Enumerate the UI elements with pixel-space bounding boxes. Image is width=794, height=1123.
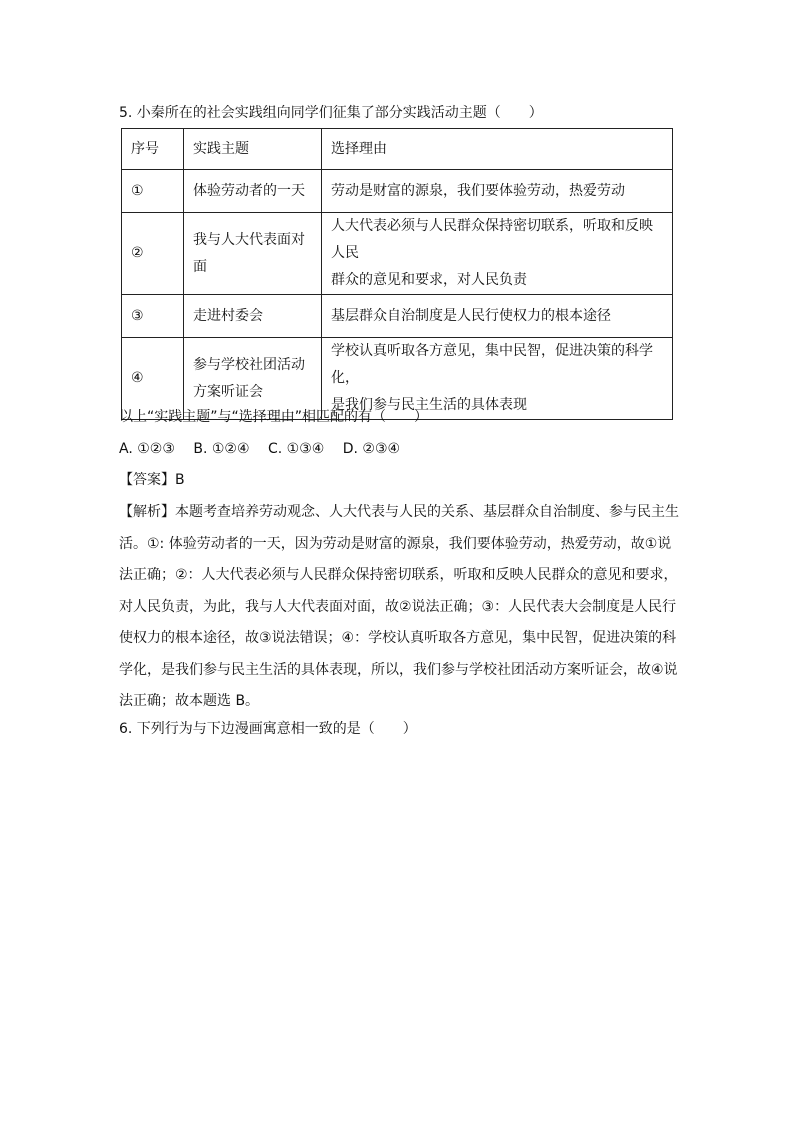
reason-line: 是我们参与民主生活的具体表现 — [331, 397, 527, 413]
topic-line: 体验劳动者的一天 — [193, 182, 305, 199]
row-no: ④ — [122, 338, 184, 420]
option-a: A. ①②③ — [119, 441, 175, 457]
analysis-line: 使权力的根本途径，故③说法错误；④：学校认真听取各方意见，集中民智，促进决策的科 — [119, 630, 677, 646]
answer-options — [119, 439, 414, 459]
analysis-line: 活。①: 体验劳动者的一天，因为劳动是财富的源泉，我们要体验劳动，热爱劳动，故①说 — [119, 535, 672, 552]
question-5-prompt: 以上“实践主题”与“选择理由”相匹配的有（ ） — [119, 409, 429, 425]
analysis-line: 法正确；故本题选 B。 — [119, 693, 260, 709]
answer-line: 【答案】B — [119, 472, 185, 488]
topic-line: 方案听证会 — [193, 383, 263, 400]
analysis-line: 【解析】本题考查培养劳动观念、人大代表与人民的关系、基层群众自治制度、参与民主生 — [119, 504, 679, 520]
reason-line: 劳动是财富的源泉，我们要体验劳动，热爱劳动 — [331, 182, 625, 199]
reason-line: 基层群众自治制度是人民行使权力的根本途径 — [331, 307, 611, 324]
reason-line: 群众的意见和要求，对人民负责 — [331, 272, 527, 288]
row-no: ③ — [122, 295, 184, 338]
row-no: ① — [122, 170, 184, 213]
row-topic — [184, 213, 322, 295]
row-no: ② — [122, 213, 184, 295]
question-6-title: 6. 下列行为与下边漫画寓意相一致的是（ ） — [119, 721, 417, 737]
reason-line: 人大代表必须与人民群众保持密切联系，听取和反映人民 — [331, 218, 653, 261]
option-c: C. ①③④ — [267, 441, 325, 457]
row-reason — [322, 295, 673, 338]
analysis-line: 法正确；②：人大代表必须与人民群众保持密切联系，听取和反映人民群众的意见和要求， — [119, 567, 678, 583]
question-5-title: 5. 小秦所在的社会实践组向同学们征集了部分实践活动主题（ ） — [119, 105, 543, 121]
header-topic: 实践主题 — [184, 129, 322, 170]
table-row — [122, 213, 673, 295]
header-no: 序号 — [122, 129, 184, 170]
reason-line: 学校认真听取各方意见，集中民智，促进决策的科学化， — [331, 343, 653, 386]
analysis-line: 对人民负责，为此，我与人大代表面对面，故②说法正确；③：人民代表大会制度是人民行 — [119, 598, 677, 615]
table-row — [122, 295, 673, 338]
row-reason — [322, 213, 673, 295]
analysis-paragraph — [119, 497, 679, 718]
option-b: B. ①②④ — [193, 441, 250, 457]
header-reason: 选择理由 — [322, 129, 673, 170]
row-topic — [184, 295, 322, 338]
row-reason — [322, 170, 673, 213]
topic-line: 我与人大代表面对 — [193, 231, 305, 248]
table-row — [122, 170, 673, 213]
topic-line: 参与学校社团活动 — [193, 356, 305, 373]
option-d: D. ②③④ — [342, 441, 401, 457]
topic-line: 面 — [193, 258, 207, 275]
row-topic — [184, 170, 322, 213]
practice-topics-table — [121, 128, 673, 420]
analysis-line: 学化，是我们参与民主生活的具体表现，所以，我们参与学校社团活动方案听证会，故④说 — [119, 661, 678, 678]
table-header-row — [122, 129, 673, 170]
topic-line: 走进村委会 — [193, 307, 263, 324]
